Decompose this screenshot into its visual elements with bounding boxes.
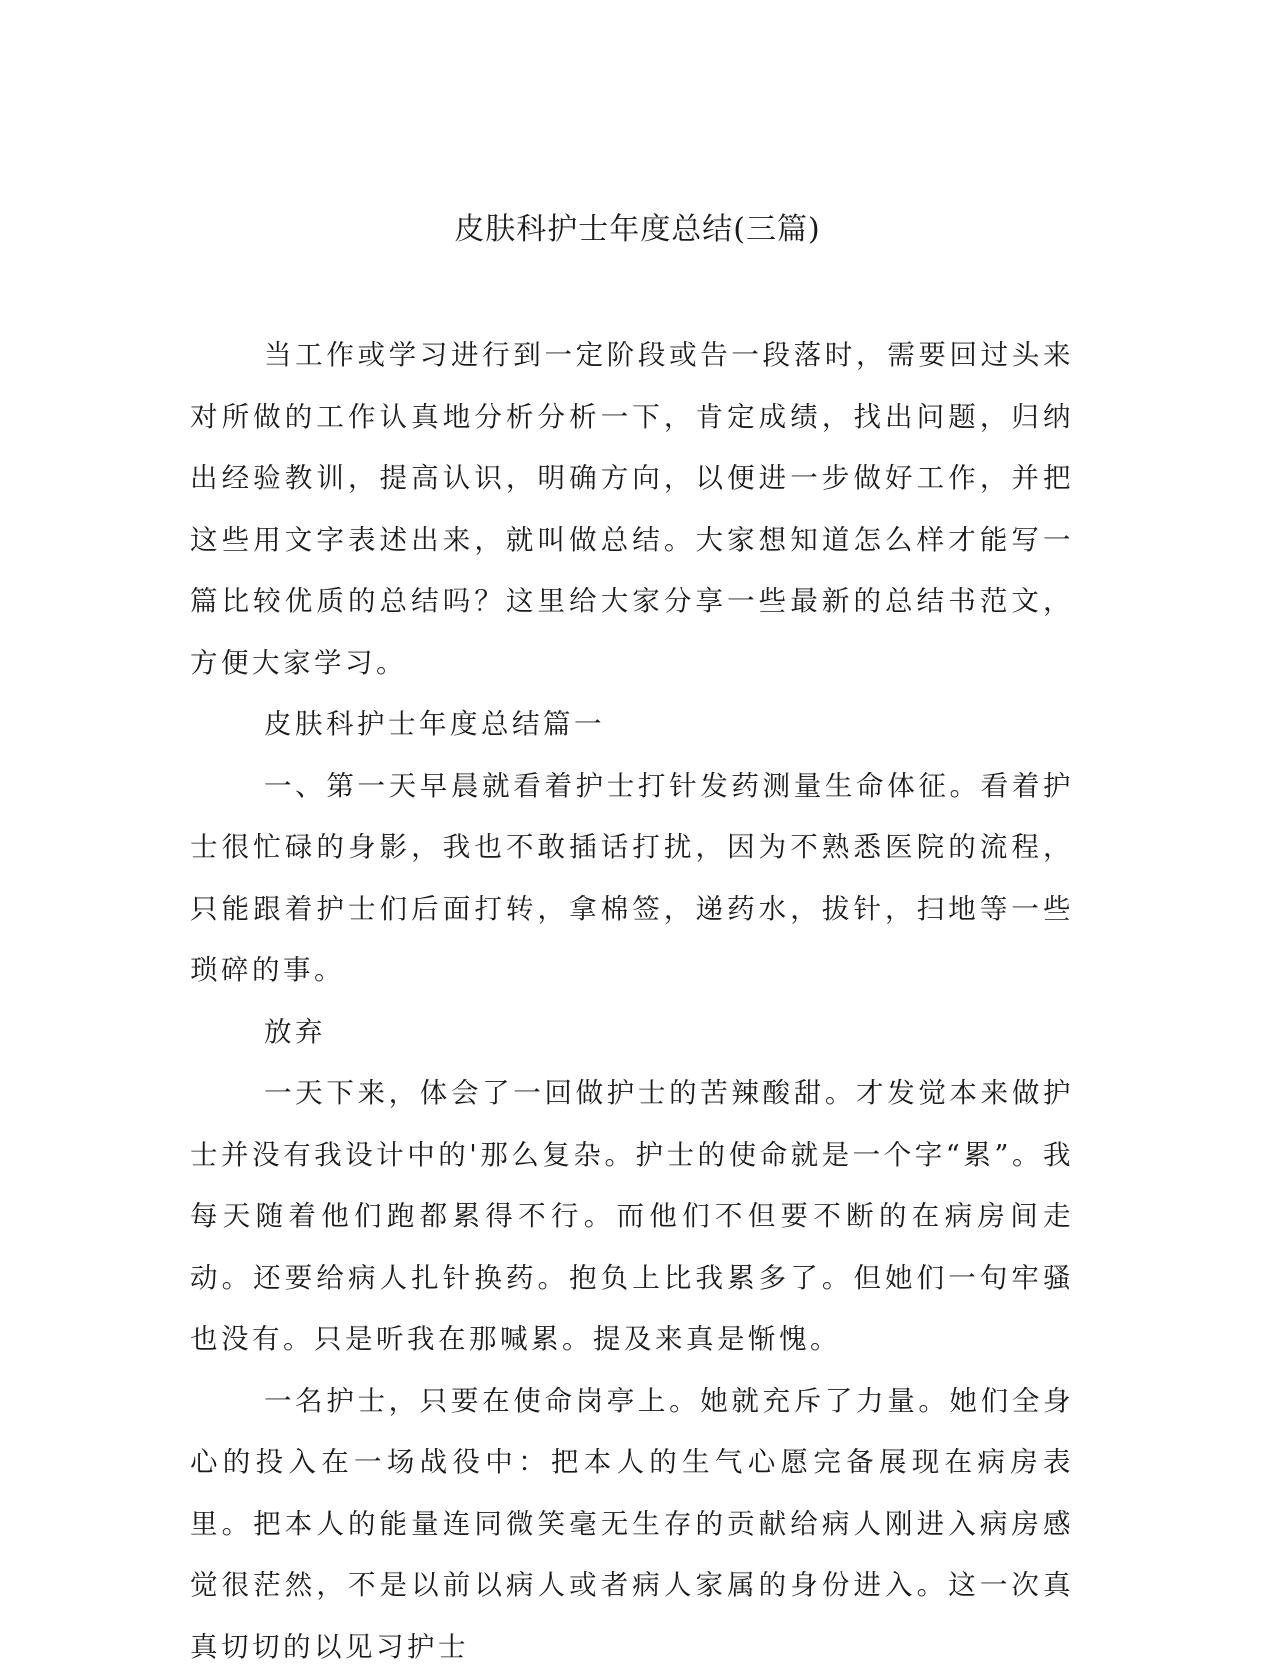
body-paragraph: 放弃	[190, 1002, 1074, 1064]
document-title: 皮肤科护士年度总结(三篇)	[0, 205, 1275, 255]
section-heading: 皮肤科护士年度总结篇一	[190, 694, 1074, 756]
body-paragraph: 一名护士，只要在使命岗亭上。她就充斥了力量。她们全身心的投入在一场战役中：把本人的生气心愿完备展现在病房表里。把本人的能量连同微笑毫无生存的贡献给病人刚进入病房感觉很茫然，不是以前以病人或者病人家属的身份进入。这一次真真切切的以见习护士	[190, 1371, 1074, 1678]
document-body	[190, 325, 1074, 1678]
body-paragraph: 一、第一天早晨就看着护士打针发药测量生命体征。看着护士很忙碌的身影，我也不敢插话打扰，因为不熟悉医院的流程，只能跟着护士们后面打转，拿棉签，递药水，拔针，扫地等一些琐碎的事。	[190, 756, 1074, 1002]
intro-paragraph: 当工作或学习进行到一定阶段或告一段落时，需要回过头来对所做的工作认真地分析分析一下，肯定成绩，找出问题，归纳出经验教训，提高认识，明确方向，以便进一步做好工作，并把这些用文字表述出来，就叫做总结。大家想知道怎么样才能写一篇比较优质的总结吗？这里给大家分享一些最新的总结书范文，方便大家学习。	[190, 325, 1074, 694]
body-paragraph: 一天下来，体会了一回做护士的苦辣酸甜。才发觉本来做护士并没有我设计中的'那么复杂。护士的使命就是一个字“累”。我每天随着他们跑都累得不行。而他们不但要不断的在病房间走动。还要给病人扎针换药。抱负上比我累多了。但她们一句牢骚也没有。只是听我在那喊累。提及来真是惭愧。	[190, 1063, 1074, 1371]
